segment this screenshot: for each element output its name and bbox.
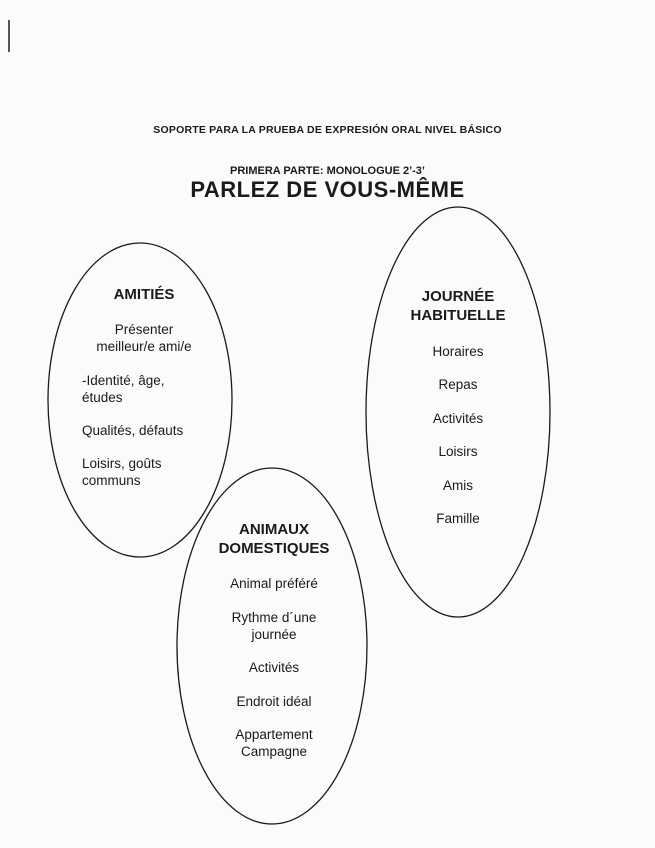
amities-item: communs bbox=[82, 473, 141, 488]
journee-item: Famille bbox=[436, 511, 480, 526]
journee-item: Repas bbox=[438, 377, 478, 392]
amities-item: Qualités, défauts bbox=[82, 423, 184, 438]
page-title: PARLEZ DE VOUS-MÊME bbox=[190, 177, 465, 202]
amities-item: Loisirs, goûts bbox=[82, 456, 162, 471]
animaux-item: Endroit idéal bbox=[236, 694, 312, 709]
journee-item: Amis bbox=[443, 478, 473, 493]
amities-item: études bbox=[82, 390, 123, 405]
journee-title-line1: JOURNÉE bbox=[421, 288, 495, 305]
animaux-title-line1: ANIMAUX bbox=[239, 521, 309, 538]
journee-item: Horaires bbox=[432, 344, 484, 359]
part-subtitle: PRIMERA PARTE: MONOLOGUE 2’-3’ bbox=[230, 165, 425, 177]
animaux-item: Animal préféré bbox=[230, 576, 318, 591]
amities-item: -Identité, âge, bbox=[82, 373, 165, 388]
animaux-item: Rythme d´une bbox=[231, 610, 317, 625]
journee-item: Loisirs bbox=[438, 444, 478, 459]
journee-title-line2: HABITUELLE bbox=[410, 307, 506, 324]
document-header: SOPORTE PARA LA PRUEBA DE EXPRESIÓN ORAL NIVEL BÁSICO bbox=[153, 124, 502, 136]
animaux-item: Campagne bbox=[240, 744, 308, 759]
animaux-item: Appartement bbox=[235, 727, 313, 742]
amities-item: meilleur/e ami/e bbox=[96, 339, 192, 354]
animaux-item: Activités bbox=[248, 660, 300, 675]
amities-item: Présenter bbox=[114, 322, 174, 337]
animaux-title-line2: DOMESTIQUES bbox=[218, 540, 330, 557]
amities-title: AMITIÉS bbox=[113, 286, 175, 303]
journee-item: Activités bbox=[432, 411, 484, 426]
animaux-item: journée bbox=[251, 627, 297, 642]
